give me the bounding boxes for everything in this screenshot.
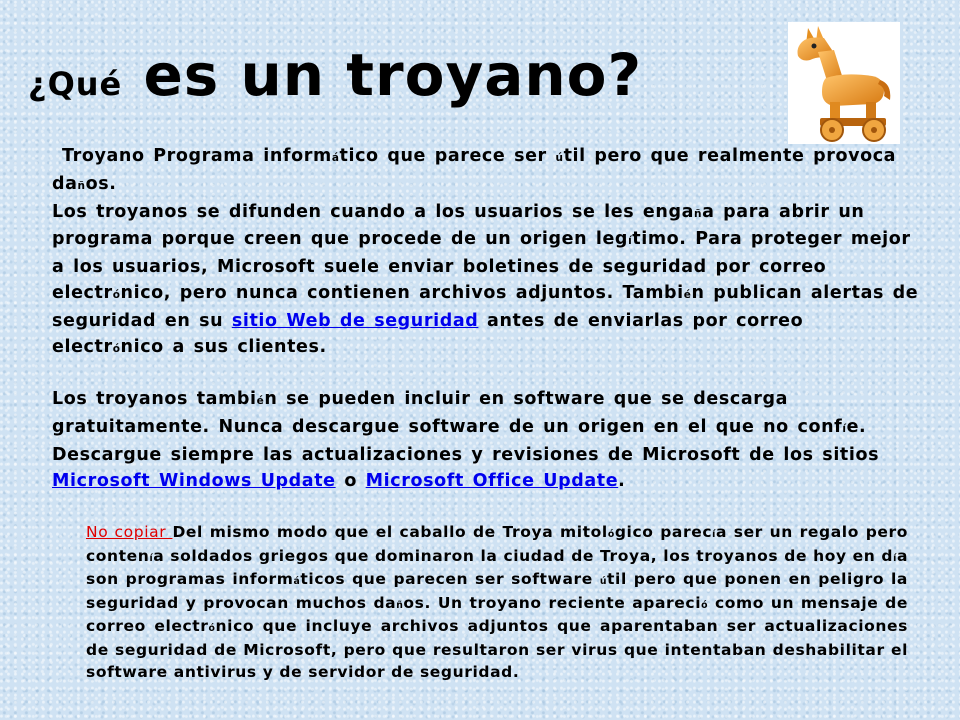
text-segment: a ser un regalo pero conten (86, 523, 908, 565)
trojan-horse-icon (788, 22, 900, 144)
text-segment: á (293, 576, 301, 588)
text-segment: ó (701, 599, 709, 611)
text-segment: n se pueden incluir en software que se descarga gratuitamente. Nunca descargue software de un origen en el que no conf (52, 389, 843, 438)
text-segment: ñ (396, 599, 404, 611)
text-segment: os. Un troyano reciente apareci (403, 593, 702, 612)
security-website-link[interactable]: sitio Web de seguridad (231, 310, 479, 331)
title-part-2: é (99, 65, 123, 103)
title-part-1: ¿Qu (28, 65, 100, 103)
text-segment: nico que incluye archivos adjuntos que aparentaban ser actualizaciones de seguridad de Microsoft, pero que resultaron ser virus que intentaban deshabilitar el software antivirus y de servidor de seguridad. (86, 617, 908, 681)
text-segment: í (628, 235, 633, 248)
text-segment: ó (112, 342, 121, 355)
text-segment: ó (607, 529, 615, 540)
text-segment: o (335, 470, 366, 491)
text-segment: til pero que realmente provoca da (52, 146, 897, 194)
text-segment: ñ (693, 207, 703, 220)
text-segment: timo. Para proteger mejor a los usuarios, Microsoft suele enviar boletines de seguridad por correo electr (52, 229, 911, 303)
paragraph-definition (52, 144, 920, 200)
text-segment: í (842, 423, 847, 436)
trojan-horse-image (788, 22, 900, 144)
text-segment: í (893, 552, 897, 564)
text-segment: ñ (77, 179, 86, 192)
text-segment: a para abrir un programa porque creen que procede de un origen leg (52, 201, 865, 250)
title-part-3: es un troyano? (122, 41, 643, 109)
text-segment: ú (599, 576, 608, 588)
text-segment: til pero que ponen en peligro la seguridad y provocan muchos da (86, 570, 908, 612)
text-segment: a soldados griegos que dominaron la ciudad de Troya, los troyanos de hoy en d (153, 546, 894, 565)
text-segment: é (256, 395, 265, 408)
text-segment: á (331, 152, 340, 164)
text-segment: í (712, 529, 716, 540)
text-segment: ú (555, 152, 564, 164)
text-segment: tico que parece ser (339, 146, 556, 166)
main-content (52, 144, 920, 495)
text-segment: antes de enviarlas por correo electr (52, 310, 804, 357)
text-segment: ó (208, 623, 216, 635)
office-update-link[interactable]: Microsoft Office Update (365, 470, 619, 491)
text-segment: ticos que parecen ser software (300, 570, 600, 589)
mythology-note (86, 522, 908, 683)
text-segment: Los troyanos tambi (52, 389, 257, 410)
text-segment: como un mensaje de correo electr (86, 593, 908, 636)
text-segment: é (683, 288, 692, 301)
text-segment: gico parec (614, 523, 713, 541)
text-segment: e. Descargue siempre las actualizaciones y revisiones de Microsoft de los sitios (52, 417, 880, 465)
windows-update-link[interactable]: Microsoft Windows Update (52, 470, 336, 491)
text-segment: í (149, 552, 154, 564)
text-segment: n publican alertas de seguridad en su (52, 282, 919, 331)
no-copy-link[interactable]: No copiar (86, 523, 173, 541)
text-segment: nico a sus clientes. (120, 336, 327, 357)
text-segment: ó (112, 288, 121, 301)
text-segment: Troyano Programa inform (62, 146, 332, 166)
paragraph-spread (52, 200, 920, 363)
paragraph-downloads (52, 387, 920, 494)
text-segment: . (618, 470, 626, 491)
text-segment: Los troyanos se difunden cuando a los usuarios se les enga (52, 201, 694, 222)
text-segment: nico, pero nunca contienen archivos adjuntos. Tambi (120, 282, 684, 303)
text-segment: os. (85, 173, 117, 194)
text-segment: a son programas inform (86, 546, 908, 589)
text-segment: Del mismo modo que el caballo de Troya mitol (172, 523, 608, 541)
page-title (28, 41, 643, 109)
